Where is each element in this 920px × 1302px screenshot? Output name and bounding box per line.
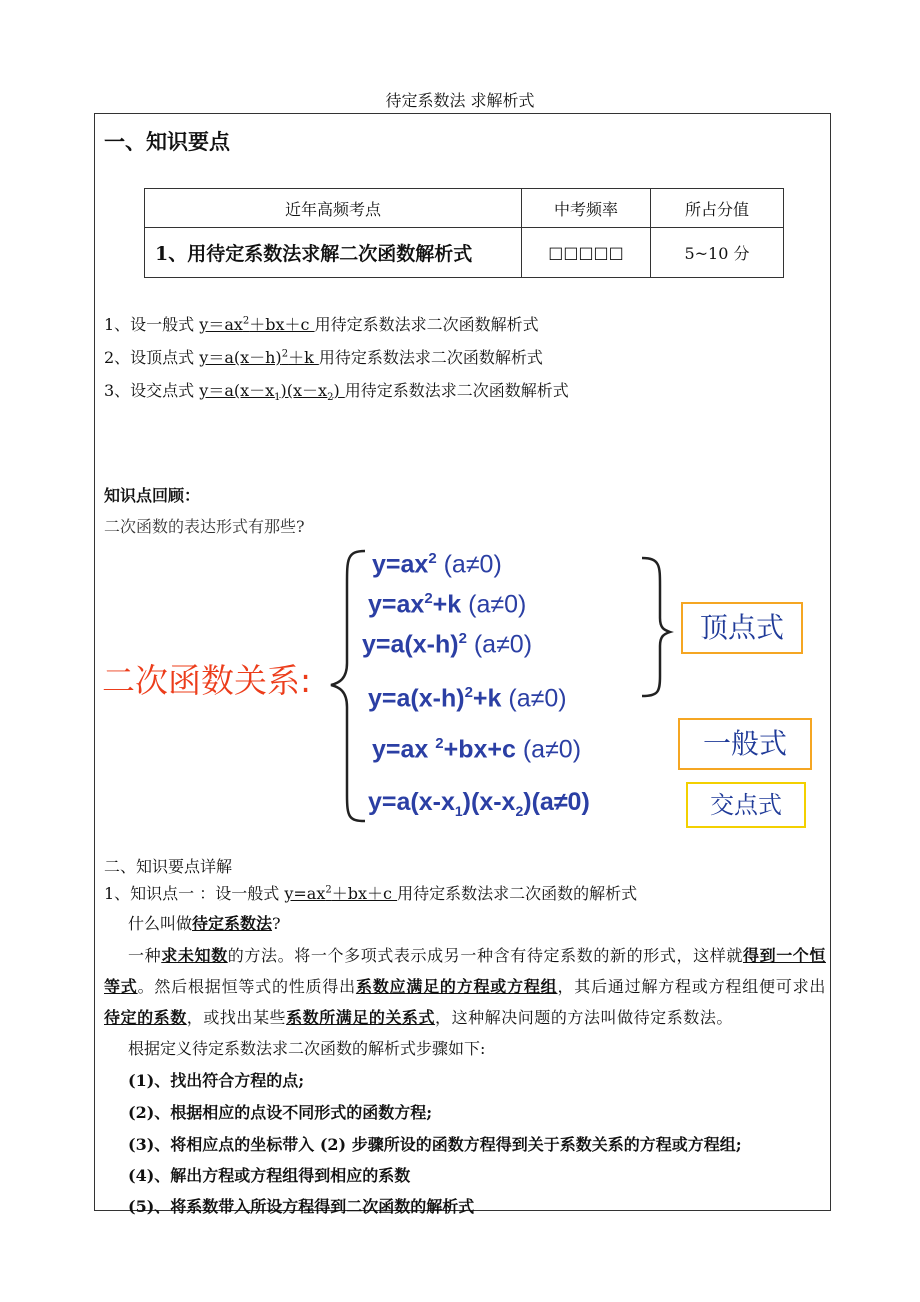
formula-intercept: $y=a(x-x_1)(x-x_2)(a\ne 0)$	[368, 788, 590, 819]
document-title: 待定系数法 求解析式	[385, 91, 535, 110]
table-cell-topic: 1、用待定系数法求解二次函数解析式	[145, 228, 522, 278]
table-header: 所占分值	[651, 189, 784, 228]
table-row	[145, 228, 784, 278]
review-question: 二次函数的表达形式有那些?	[104, 517, 305, 536]
step-item: (5)、将系数带入所设方程得到二次函数的解析式	[128, 1197, 475, 1216]
step-item: (2)、根据相应的点设不同形式的函数方程;	[128, 1103, 433, 1122]
steps-intro: 根据定义待定系数法求二次函数的解析式步骤如下:	[128, 1039, 486, 1058]
step-item: (1)、找出符合方程的点;	[128, 1071, 305, 1090]
table-cell-frequency: □□□□□	[522, 228, 651, 278]
table-header-row	[145, 189, 784, 228]
right-brace	[638, 552, 678, 702]
step-item: (3)、将相应点的坐标带入 (2) 步骤所设的函数方程得到关于系数关系的方程或方程组;	[128, 1135, 742, 1154]
section-2-heading: 二、知识要点详解	[104, 857, 233, 876]
table-header: 中考频率	[522, 189, 651, 228]
formula-vertex: $y=a(x-h)^2+k$ (a≠0)	[368, 684, 567, 713]
method-vertex: 2、设顶点式 $y=a(x-h)^2+k$ 用待定系数法求二次函数解析式	[104, 348, 543, 367]
diagram-main-label: 二次函数关系:	[102, 661, 312, 700]
what-is-question: 什么叫做待定系数法?	[128, 914, 281, 933]
section-1-heading: 一、知识要点	[104, 129, 230, 154]
formula-shift: $y=a(x-h)^2$ (a≠0)	[362, 630, 533, 659]
review-label: 知识点回顾：	[104, 486, 201, 505]
formula-general: y=ax $^2$+bx+c (a≠0)	[372, 735, 582, 764]
table-header: 近年高频考点	[145, 189, 522, 228]
definition-paragraph: 一种求未知数的方法。将一个多项式表示成另一种含有待定系数的新的形式，这样就得到一个恒等式。然后根据恒等式的性质得出系数应满足的方程或方程组，其后通过解方程或方程组便可求出待定的系数，或找出某些系数所满足的关系式，这种解决问题的方法叫做待定系数法。	[104, 946, 826, 1027]
formula-vertex-origin: $y=ax^2+k$ (a≠0)	[368, 590, 527, 619]
table-cell-score: 5~10 分	[651, 228, 784, 278]
label-general-form: 一般式	[678, 718, 812, 770]
step-item: (4)、解出方程或方程组得到相应的系数	[128, 1166, 411, 1185]
label-intercept-form: 交点式	[686, 782, 806, 828]
method-general: 1、设一般式 $y=ax^2+bx+c$ 用待定系数法求二次函数解析式	[104, 315, 539, 334]
method-intercept: 3、设交点式 $y=a(x-x_1)(x-x_2)$ 用待定系数法求二次函数解析式	[104, 381, 569, 404]
label-vertex-form: 顶点式	[681, 602, 803, 654]
formula-standard: $y=ax^2$ (a≠0)	[372, 550, 502, 579]
exam-points-table	[144, 188, 784, 278]
knowledge-point-1: 1、知识点一 ：设一般式 $y=ax^2+bx+c$ 用待定系数法求二次函数的解析式	[104, 884, 638, 903]
